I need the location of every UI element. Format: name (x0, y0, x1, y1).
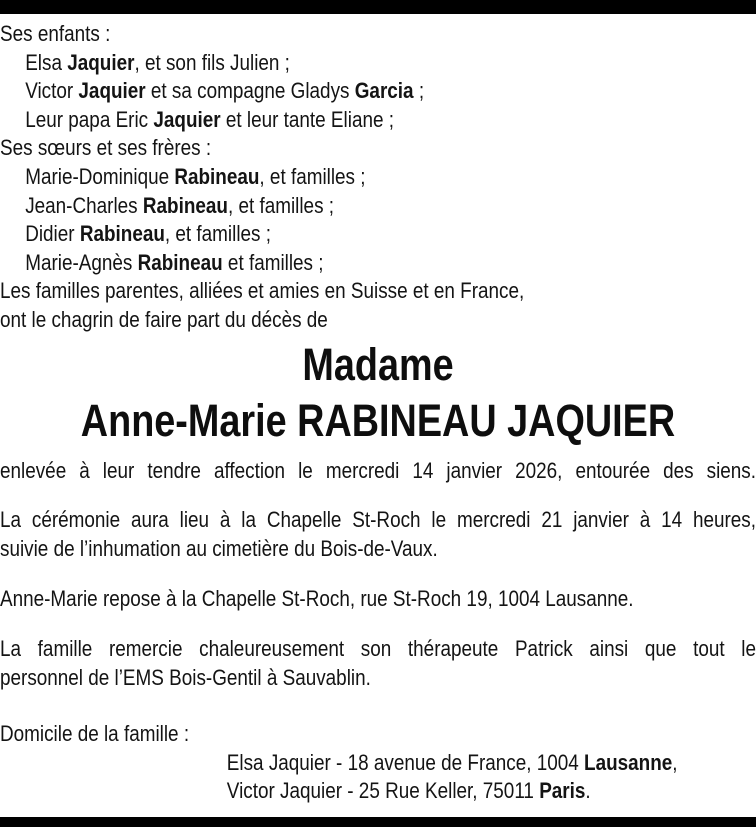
text-segment: et leur tante Eliane ; (220, 106, 394, 132)
text-segment: suivie de l’inhumation au cimetière du Bois-de-Vaux. (0, 535, 438, 561)
text-segment: Victor Jaquier - 25 Rue Keller, 75011 (226, 778, 540, 804)
text-segment: ont le chagrin de faire part du décès de (0, 306, 328, 332)
address-list (0, 749, 756, 806)
surname-bold: Jaquier (153, 106, 221, 132)
surname-bold: Rabineau (137, 249, 223, 275)
ceremony-paragraph (0, 506, 756, 563)
text-segment: La cérémonie aura lieu à la Chapelle St-Roch le mercredi 21 janvier à 14 heures, (0, 507, 756, 533)
bottom-rule (0, 817, 756, 827)
repose-line (0, 585, 756, 614)
text-segment: Elsa Jaquier - 18 avenue de France, 1004 (226, 749, 585, 775)
thanks-line (0, 635, 756, 664)
text-segment: . (585, 778, 591, 804)
address-line (0, 749, 756, 778)
top-rule (0, 0, 756, 14)
text-segment: , et familles ; (259, 163, 366, 189)
honorific-title: Madame (302, 338, 454, 390)
text-segment: , et familles ; (164, 221, 271, 247)
text-segment: Anne-Marie repose à la Chapelle St-Roch, rue St-Roch 19, 1004 Lausanne. (0, 586, 634, 612)
family-intro-line (0, 249, 756, 278)
family-intro-line (0, 106, 756, 135)
text-segment: Ses enfants : (0, 21, 111, 46)
address-line (0, 777, 756, 806)
family-intro-line (0, 134, 756, 163)
thanks-paragraph (0, 635, 756, 692)
family-intro-line (0, 77, 756, 106)
death-announcement-line (0, 457, 756, 486)
text-segment: Jean-Charles (25, 192, 143, 218)
surname-bold: Jaquier (67, 49, 135, 75)
family-intro-line (0, 49, 756, 78)
surname-bold: Jaquier (78, 78, 146, 104)
text-segment: , et familles ; (227, 192, 335, 218)
surname-bold: Rabineau (79, 221, 165, 247)
text-segment: et sa compagne Gladys (145, 78, 355, 104)
family-intro-line (0, 192, 756, 221)
surname-bold: Rabineau (142, 192, 228, 218)
text-segment: Elsa (25, 49, 68, 75)
text-segment: et familles ; (222, 249, 324, 275)
death-announcement-paragraph (0, 457, 756, 486)
surname-bold: Rabineau (174, 163, 260, 189)
surname-bold: Paris (539, 778, 586, 804)
ceremony-line (0, 535, 756, 564)
title-block (0, 337, 756, 449)
family-intro-line (0, 20, 756, 49)
deceased-name: Anne-Marie RABINEAU JAQUIER (80, 394, 676, 446)
repose-paragraph (0, 585, 756, 614)
domicile-block (0, 720, 756, 806)
text-segment: Leur papa Eric (25, 106, 154, 132)
text-segment: La famille remercie chaleureusement son thérapeute Patrick ainsi que tout le (0, 635, 756, 661)
text-segment: enlevée à leur tendre affection le mercredi 14 janvier 2026, entourée des siens. (0, 457, 756, 483)
family-intro-line (0, 306, 756, 335)
thanks-line (0, 664, 756, 693)
text-segment: Ses sœurs et ses frères : (0, 135, 212, 161)
ceremony-line (0, 506, 756, 535)
family-intro-block (0, 20, 756, 335)
family-intro-line (0, 220, 756, 249)
text-segment: , (672, 749, 678, 775)
text-segment: Les familles parentes, alliées et amies en Suisse et en France, (0, 278, 525, 304)
domicile-label: Domicile de la famille : (0, 721, 190, 747)
text-segment: ; (413, 78, 425, 104)
surname-bold: Lausanne (584, 749, 673, 775)
text-segment: personnel de l’EMS Bois-Gentil à Sauvablin. (0, 664, 371, 690)
family-intro-line (0, 163, 756, 192)
text-segment: Victor (25, 78, 79, 104)
text-segment: Marie-Dominique (25, 163, 175, 189)
text-segment: , et son fils Julien ; (134, 49, 290, 75)
family-intro-line (0, 277, 756, 306)
text-segment: Marie-Agnès (25, 249, 138, 275)
text-segment: Didier (25, 221, 80, 247)
surname-bold: Garcia (354, 78, 414, 104)
notice-content (0, 14, 756, 806)
